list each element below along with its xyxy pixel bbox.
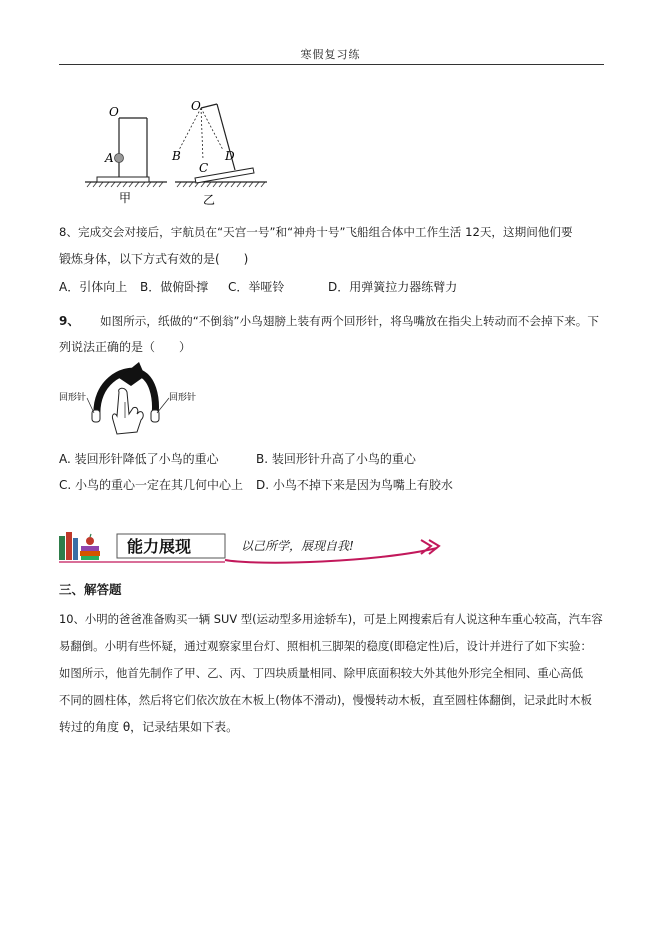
label-c: C bbox=[199, 161, 209, 175]
label-o-left: O bbox=[109, 105, 119, 119]
q10-line-3: 如图所示，他首先制作了甲、乙、丙、丁四块质量相同、除甲底面积较大外其他外形完全相同、重心高低 bbox=[59, 666, 583, 680]
q9-option-d: D. 小鸟不掉下来是因为鸟嘴上有胶水 bbox=[256, 478, 453, 492]
banner-slogan: 以己所学，展现自我! bbox=[241, 539, 354, 553]
label-paperclip-left: 回形针 bbox=[59, 393, 87, 403]
q8-option-c: C．举哑铃 bbox=[228, 280, 285, 294]
page-header-title: 寒假复习练 bbox=[300, 48, 361, 61]
caption-jia: 甲 bbox=[119, 191, 132, 205]
label-o-right: O bbox=[191, 99, 201, 113]
caption-yi: 乙 bbox=[203, 193, 216, 207]
q10-line-2: 易翻倒。小明有些怀疑，通过观察家里台灯、照相机三脚架的稳度(即稳定性)后，设计并进行了如下实验： bbox=[59, 639, 592, 653]
q10-line-4: 不同的圆柱体，然后将它们依次放在木板上(物体不滑动)，慢慢转动木板，直至圆柱体翻倒，记录此时木板 bbox=[59, 693, 592, 707]
q9-option-a: A. 装回形针降低了小鸟的重心 bbox=[59, 452, 219, 466]
q9-line-2: 列说法正确的是（ ） bbox=[59, 340, 192, 354]
label-paperclip-right: 回形针 bbox=[169, 393, 197, 403]
q9-line-1: 如图所示，纸做的“不倒翁”小鸟翅膀上装有两个回形针，将鸟嘴放在指尖上转动而不会掉下来。下 bbox=[100, 314, 599, 328]
q8-line-1: 8、完成交会对接后，宇航员在“天宫一号”和“神舟十号”飞船组合体中工作生活 12天，这期间他们要 bbox=[59, 225, 573, 239]
label-a: A bbox=[105, 151, 114, 165]
figure-pendulum bbox=[75, 98, 275, 210]
figure-yi bbox=[175, 104, 267, 187]
figure-tumbler-bird bbox=[59, 358, 209, 440]
q10-line-1: 10、小明的爸爸准备购买一辆 SUV 型(运动型多用途轿车)，可是上网搜索后有人说这种车重心较高，汽车容 bbox=[59, 612, 603, 626]
books-icon bbox=[59, 532, 100, 560]
q9-option-b: B. 装回形针升高了小鸟的重心 bbox=[256, 452, 416, 466]
section-3-title: 三、解答题 bbox=[59, 582, 122, 597]
q9-option-c: C. 小鸟的重心一定在其几何中心上 bbox=[59, 478, 244, 492]
q8-option-b: B．做俯卧撑 bbox=[140, 280, 209, 294]
q8-line-2: 锻炼身体，以下方式有效的是( ) bbox=[59, 252, 249, 266]
q10-line-5: 转过的角度 θ，记录结果如下表。 bbox=[59, 720, 239, 734]
q8-option-d: D．用弹簧拉力器练臂力 bbox=[328, 280, 458, 294]
ability-banner bbox=[59, 526, 441, 566]
header-divider bbox=[59, 64, 604, 65]
label-d: D bbox=[225, 149, 235, 163]
figure-jia bbox=[85, 118, 167, 187]
banner-title: 能力展现 bbox=[127, 537, 192, 556]
q8-option-a: A．引体向上 bbox=[59, 280, 128, 294]
q9-number: 9、 bbox=[59, 314, 80, 328]
label-b: B bbox=[172, 149, 181, 163]
